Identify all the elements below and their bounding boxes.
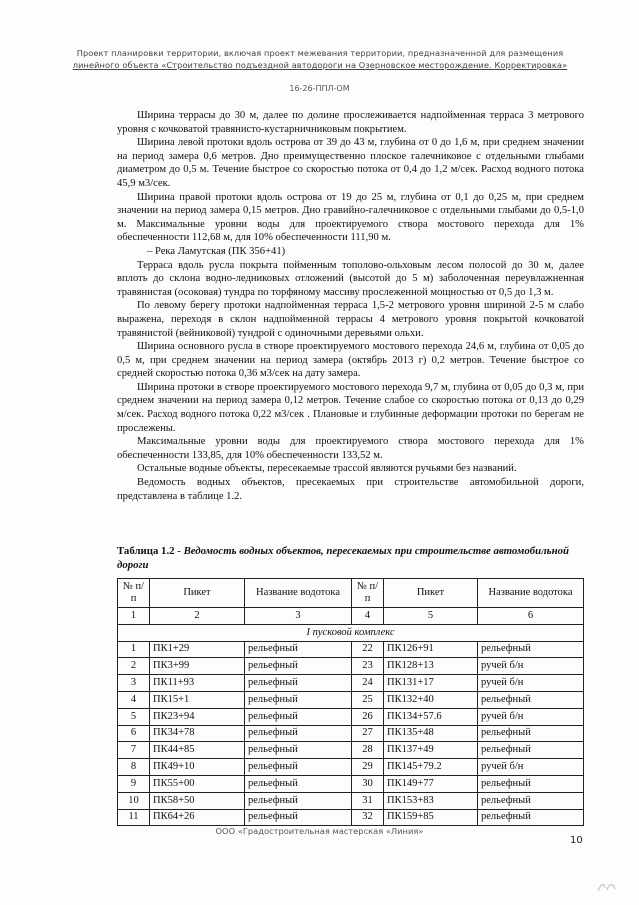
col-header-picket-2: Пикет — [384, 579, 478, 608]
row-number: 8 — [118, 759, 150, 776]
row-picket-2: ПК135+48 — [384, 725, 478, 742]
row-picket-2: ПК145+79.2 — [384, 759, 478, 776]
table-caption-title: Ведомость водных объектов, пересекаемых при строительстве автомобильной дороги — [117, 545, 569, 571]
row-number: 3 — [118, 675, 150, 692]
paragraph: Ширина левой протоки вдоль острова от 39 до 43 м, глубина от 0 до 1,6 м, при среднем значении на период замера 0,6 метров. Дно преимущественно плоское галечниковое с отдельными глыбами диаметром до 0,5 м. Течение быстрое со скоростью потока от 0,4 до 1,2 м/сек. Расход водного потока 45,9 м3/сек. — [117, 137, 584, 189]
row-picket-2: ПК137+49 — [384, 742, 478, 759]
column-number-row — [118, 608, 584, 625]
row-watercourse: рельефный — [245, 708, 352, 725]
table-row — [118, 708, 584, 725]
table-header-row — [118, 579, 584, 608]
row-number: 10 — [118, 792, 150, 809]
row-watercourse-2: ручей б/н — [478, 675, 584, 692]
row-watercourse: рельефный — [245, 809, 352, 826]
col-header-number-2: № п/п — [352, 579, 384, 608]
section-row — [118, 624, 584, 641]
row-picket-2: ПК159+85 — [384, 809, 478, 826]
row-picket: ПК49+10 — [150, 759, 245, 776]
header-line-2-text: линейного объекта «Строительство подъездной автодороги на Озерновское месторождение. Корректировка» — [72, 60, 568, 70]
table-caption — [117, 545, 584, 572]
row-picket-2: ПК128+13 — [384, 658, 478, 675]
row-watercourse-2: рельефный — [478, 725, 584, 742]
row-number: 1 — [118, 641, 150, 658]
row-number-2: 23 — [352, 658, 384, 675]
page-number: 10 — [570, 835, 583, 846]
table-row — [118, 792, 584, 809]
row-picket-2: ПК153+83 — [384, 792, 478, 809]
table-row — [118, 725, 584, 742]
row-picket-2: ПК149+77 — [384, 775, 478, 792]
row-number: 11 — [118, 809, 150, 826]
row-watercourse-2: рельефный — [478, 641, 584, 658]
table-row — [118, 775, 584, 792]
table-row — [118, 809, 584, 826]
column-number: 3 — [245, 608, 352, 625]
paragraph: Ширина основного русла в створе проектируемого мостового перехода 24,6 м, глубина от 0,05 до 0,5 м, при среднем значении на период замера (октябрь 2013 г) 0,2 метров. Течение быстрое со средней скоростью потока 0,36 м3/сек на дату замера. — [117, 341, 584, 380]
row-picket: ПК44+85 — [150, 742, 245, 759]
footer-company: ООО «Градостроительная мастерская «Линия» — [215, 826, 424, 836]
row-number-2: 24 — [352, 675, 384, 692]
row-number: 6 — [118, 725, 150, 742]
row-number-2: 25 — [352, 691, 384, 708]
row-watercourse: рельефный — [245, 691, 352, 708]
header-line-1: Проект планировки территории, включая проект межевания территории, предназначенной для размещения — [76, 48, 564, 58]
row-watercourse: рельефный — [245, 742, 352, 759]
table-row — [118, 658, 584, 675]
col-header-number: № п/п — [118, 579, 150, 608]
paragraph: Максимальные уровни воды для проектируемого створа мостового перехода для 1% обеспеченности 133,85, для 10% обеспеченности 133,52 м. — [117, 436, 584, 461]
header-line-2 — [40, 60, 600, 70]
row-picket: ПК15+1 — [150, 691, 245, 708]
row-picket-2: ПК132+40 — [384, 691, 478, 708]
row-watercourse-2: ручей б/н — [478, 759, 584, 776]
row-watercourse-2: рельефный — [478, 792, 584, 809]
paragraph: Ширина террасы до 30 м, далее по долине прослеживается надпойменная терраса 3 метрового уровня с кочковатой травянисто-кустарничниковым покрытием. — [117, 110, 584, 135]
column-number: 2 — [150, 608, 245, 625]
row-number: 7 — [118, 742, 150, 759]
row-watercourse: рельефный — [245, 759, 352, 776]
row-watercourse-2: ручей б/н — [478, 658, 584, 675]
row-watercourse-2: ручей б/н — [478, 708, 584, 725]
water-objects-table — [117, 578, 584, 826]
row-number-2: 32 — [352, 809, 384, 826]
paragraph: Ширина протоки в створе проектируемого мостового перехода 9,7 м, глубина от 0,05 до 0,3 м, при среднем значении на период замера 0,12 метров. Течение слабое со скоростью потока от 0,13 до 0,29 м/сек. Расход водного потока 0,22 м3/сек . Плановые и глубинные деформации протоки по берегам не прослежены. — [117, 381, 584, 434]
paragraph: Остальные водные объекты, пересекаемые трассой являются ручьями без названий. — [137, 463, 517, 475]
col-header-watercourse-2: Название водотока — [478, 579, 584, 608]
row-picket: ПК64+26 — [150, 809, 245, 826]
row-picket: ПК23+94 — [150, 708, 245, 725]
column-number: 6 — [478, 608, 584, 625]
row-number-2: 27 — [352, 725, 384, 742]
row-watercourse: рельефный — [245, 641, 352, 658]
row-picket: ПК3+99 — [150, 658, 245, 675]
col-header-picket: Пикет — [150, 579, 245, 608]
row-picket: ПК58+50 — [150, 792, 245, 809]
paragraph: Терраса вдоль русла покрыта пойменным тополово-ольховым лесом полосой до 30 м, далее вплоть до склона водно-ледниковых отложений (высотой до 5 м) заболоченная переувлажненная травянистая (осоковая) тундра по торфяному массиву прослеженной мощностью от 0,5 до 1,3 м. — [117, 259, 584, 298]
row-watercourse: рельефный — [245, 792, 352, 809]
row-watercourse-2: рельефный — [478, 742, 584, 759]
table-body — [118, 608, 584, 826]
row-picket-2: ПК126+91 — [384, 641, 478, 658]
document-code: 16-26-ППЛ-ОМ — [289, 84, 350, 93]
row-number: 4 — [118, 691, 150, 708]
bullet-item: ‒ Река Ламутская (ПК 356+41) — [147, 245, 286, 257]
row-watercourse: рельефный — [245, 675, 352, 692]
table-row — [118, 641, 584, 658]
paragraph: По левому берегу протоки надпойменная терраса 1,5-2 метрового уровня шириной 2-5 м слабо выражена, переходя в склон надпойменной террасы 4 метрового уровня покрытой кочковатой травянистой (вейниковой) тундрой с одиночными деревьями ольхи. — [117, 300, 584, 339]
row-watercourse: рельефный — [245, 658, 352, 675]
row-number-2: 22 — [352, 641, 384, 658]
row-watercourse: рельефный — [245, 725, 352, 742]
table-row — [118, 742, 584, 759]
row-picket: ПК34+78 — [150, 725, 245, 742]
section-label: I пусковой комплекс — [118, 624, 584, 641]
paragraph: Ведомость водных объектов, пресекаемых при строительстве автомобильной дороги, представлена в таблице 1.2. — [117, 477, 584, 502]
row-picket: ПК11+93 — [150, 675, 245, 692]
row-watercourse-2: рельефный — [478, 691, 584, 708]
handwritten-mark-icon — [596, 880, 618, 894]
row-watercourse-2: рельефный — [478, 775, 584, 792]
row-watercourse: рельефный — [245, 775, 352, 792]
column-number: 5 — [384, 608, 478, 625]
row-number: 5 — [118, 708, 150, 725]
body-text — [117, 109, 584, 503]
paragraph: Ширина правой протоки вдоль острова от 19 до 25 м, глубина от 0,1 до 0,25 м, при среднем значении на период замера 0,15 метров. Дно гравийно-галечниковое с отдельными глыбами до 0,5-1,0 м. Максимальные уровни воды для проектируемого створа мостового перехода для 1% обеспеченности 112,68 м, для 10% обеспеченности 111,90 м. — [117, 191, 584, 244]
row-number-2: 26 — [352, 708, 384, 725]
row-number-2: 30 — [352, 775, 384, 792]
row-picket-2: ПК131+17 — [384, 675, 478, 692]
column-number: 4 — [352, 608, 384, 625]
col-header-watercourse: Название водотока — [245, 579, 352, 608]
row-picket: ПК55+00 — [150, 775, 245, 792]
table-caption-label: Таблица 1.2 - — [117, 545, 181, 557]
row-number-2: 31 — [352, 792, 384, 809]
table-row — [118, 691, 584, 708]
row-picket-2: ПК134+57.6 — [384, 708, 478, 725]
row-number-2: 29 — [352, 759, 384, 776]
row-watercourse-2: рельефный — [478, 809, 584, 826]
table-row — [118, 759, 584, 776]
row-number: 2 — [118, 658, 150, 675]
row-number-2: 28 — [352, 742, 384, 759]
column-number: 1 — [118, 608, 150, 625]
row-number: 9 — [118, 775, 150, 792]
row-picket: ПК1+29 — [150, 641, 245, 658]
table-row — [118, 675, 584, 692]
